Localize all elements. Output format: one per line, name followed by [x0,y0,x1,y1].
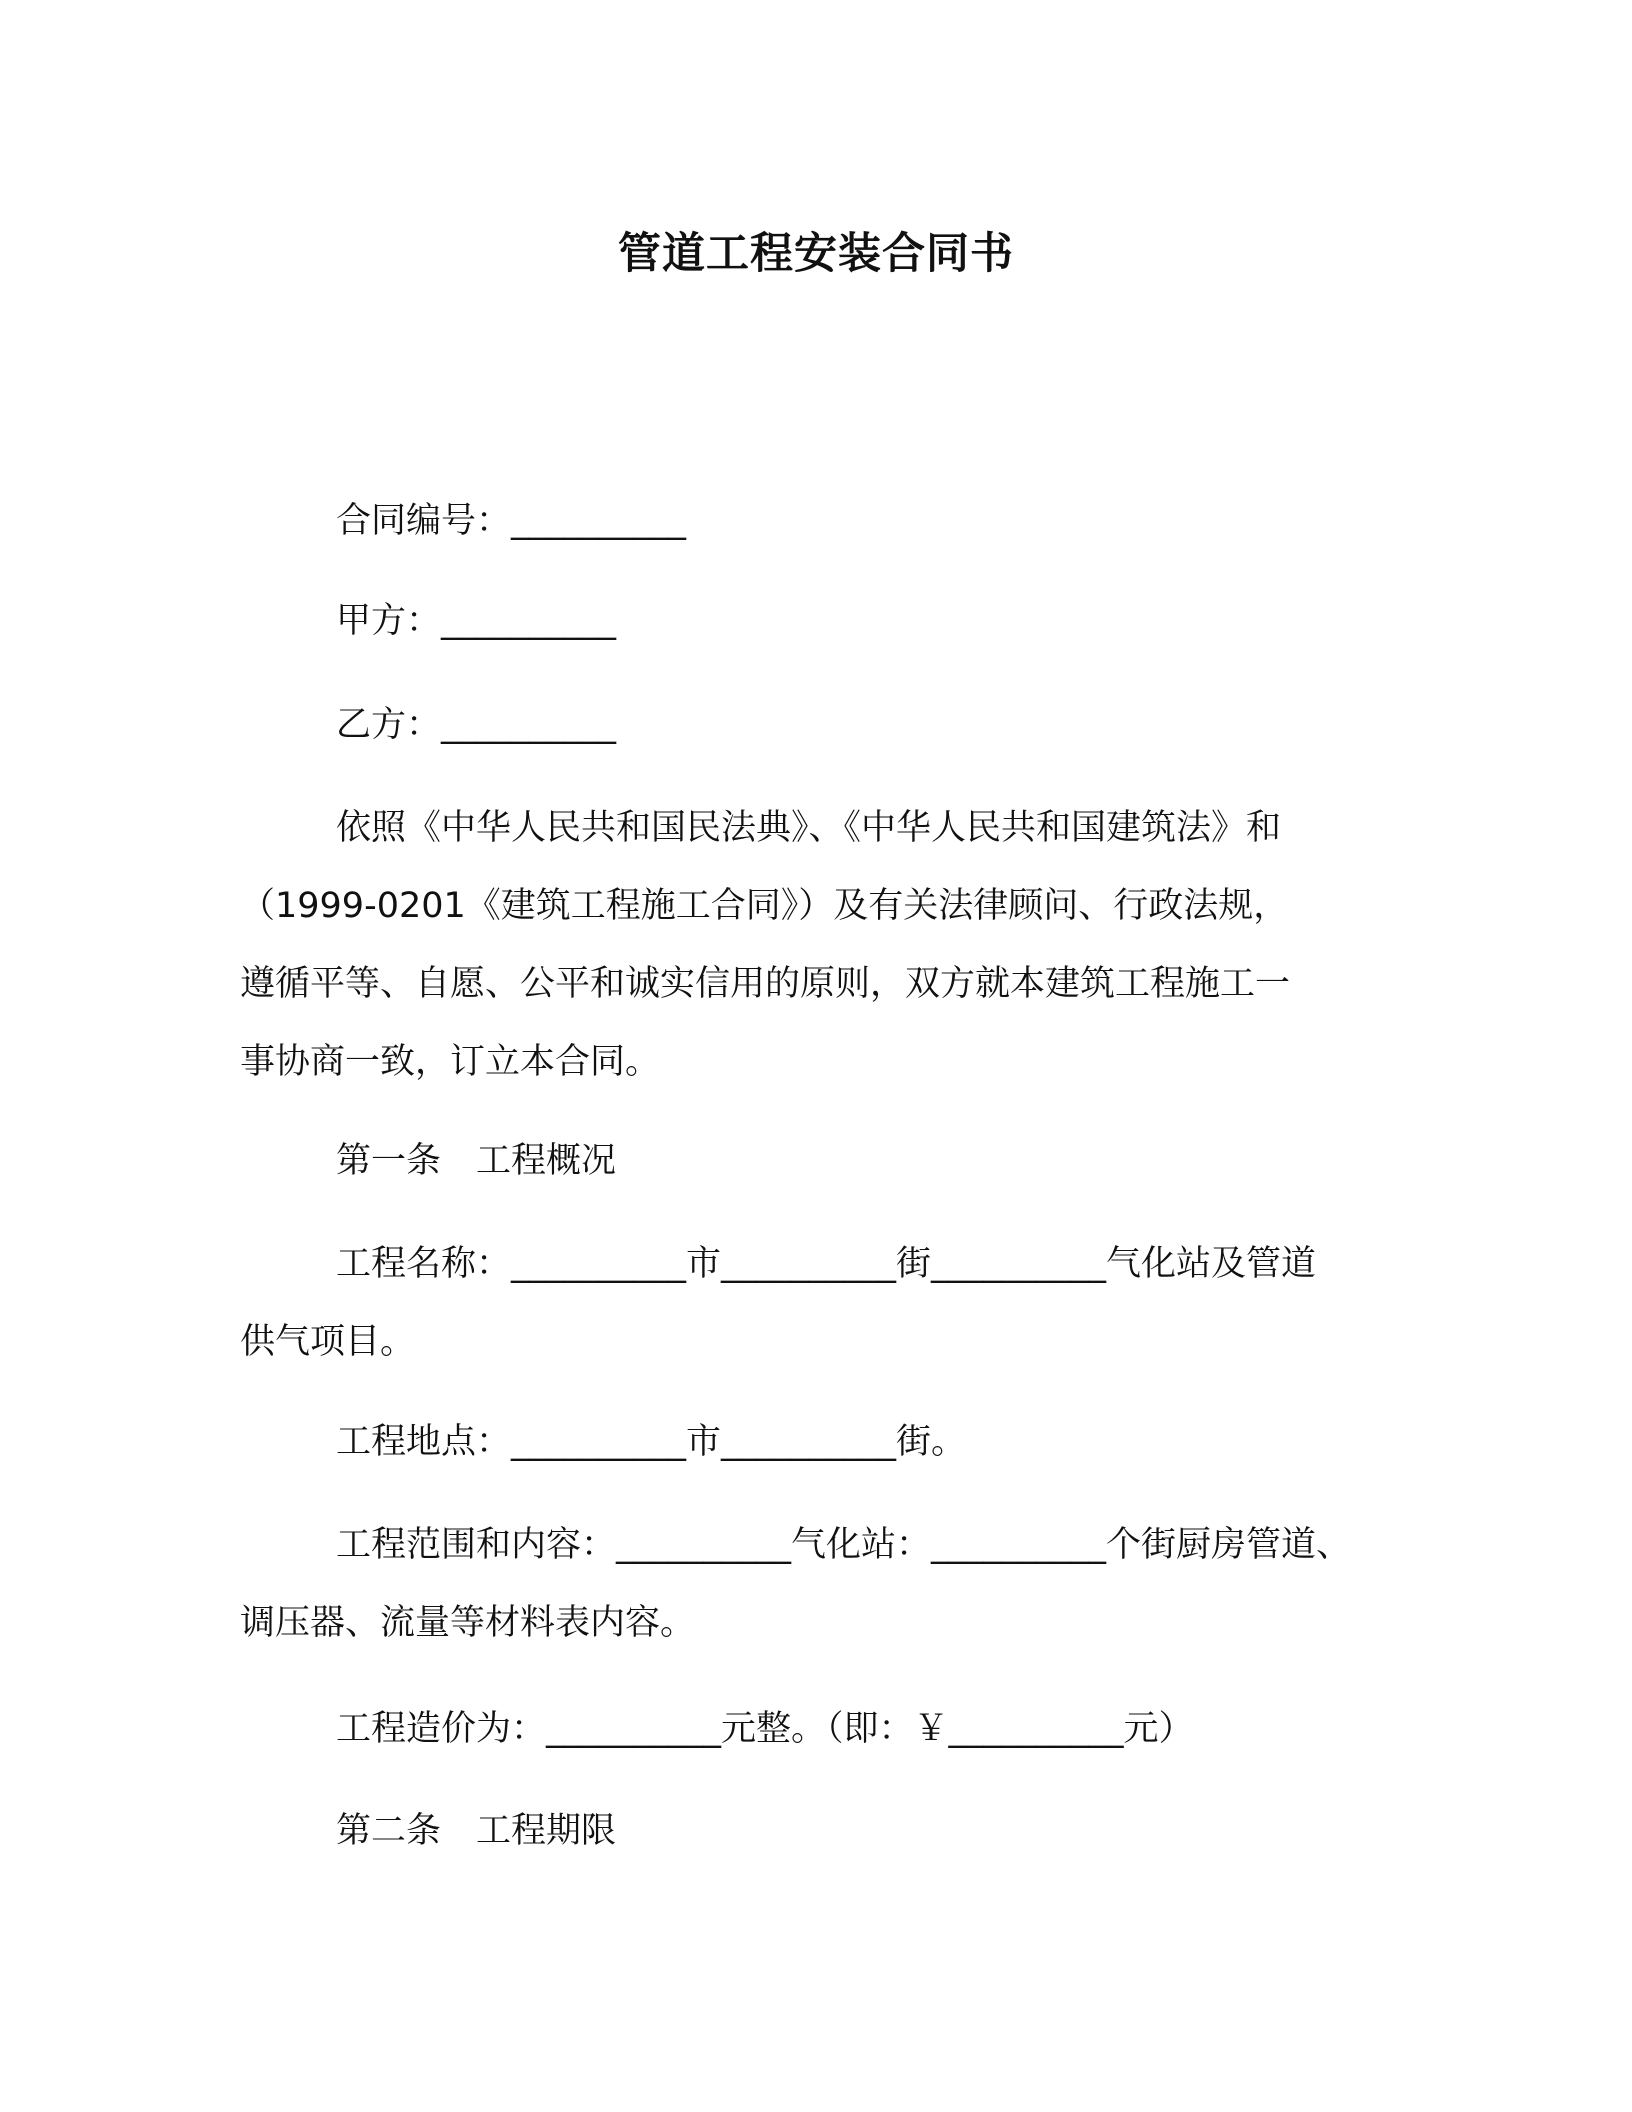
preamble-line: 遵循平等、自愿、公平和诚实信用的原则，双方就本建筑工程施工一 [240,964,1291,1004]
project-scope-continuation: 调压器、流量等材料表内容。 [240,1603,696,1643]
preamble-line: 事协商一致，订立本合同。 [240,1042,661,1082]
document-title: 管道工程安装合同书 [618,229,1014,279]
preamble-line: （1999-0201《建筑工程施工合同》）及有关法律顾问、行政法规， [240,886,1289,926]
project-name-text: 工程名称：__________市__________街__________气化站及管道 [336,1244,1317,1284]
project-scope-paragraph [240,1506,1410,1662]
contract-number-text: 合同编号：__________ [336,501,687,541]
project-location-field: 工程地点：__________市__________街。 [336,1422,967,1462]
party-b-text: 乙方：__________ [336,705,617,745]
party-a-field [240,582,1410,660]
preamble-paragraph [240,789,1410,1101]
preamble-line: 依照《中华人民共和国民法典》、《中华人民共和国建筑法》和 [336,808,1282,848]
party-a-text: 甲方：__________ [336,601,617,641]
contract-number-field [240,482,1410,560]
project-name-paragraph [240,1225,1410,1381]
article-1-heading: 第一条 工程概况 [336,1141,617,1181]
project-cost-field: 工程造价为：__________元整。（即：￥__________元） [336,1709,1194,1749]
project-scope-text: 工程范围和内容：__________气化站：__________个街厨房管道、 [336,1525,1352,1565]
article-2-heading: 第二条 工程期限 [336,1811,617,1851]
party-b-field [240,686,1410,764]
project-name-continuation: 供气项目。 [240,1322,416,1362]
